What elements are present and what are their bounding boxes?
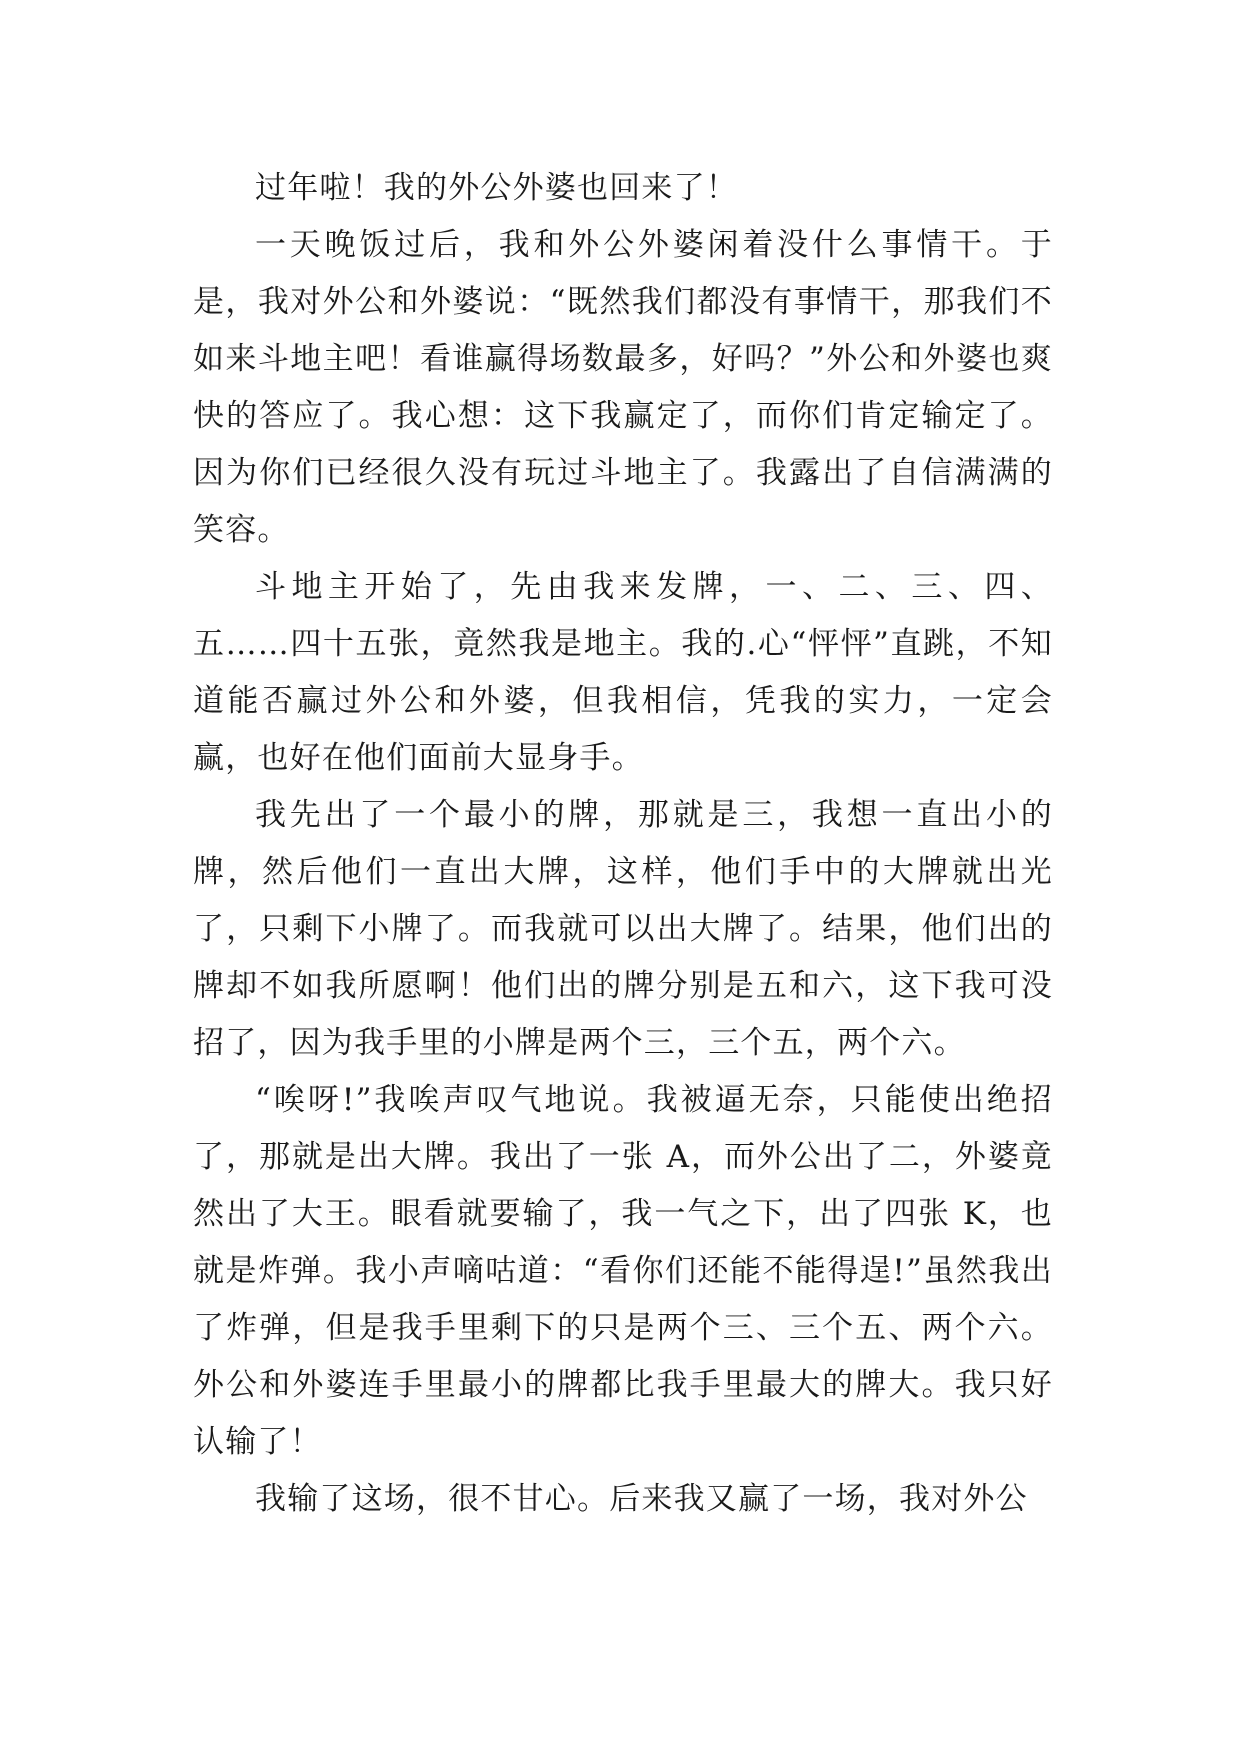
paragraph-3: 斗地主开始了，先由我来发牌，一、二、三、四、五……四十五张，竟然我是地主。我的.心“怦怦”直跳，不知道能否赢过外公和外婆，但我相信，凭我的实力，一定会赢，也好在他们面前大显身手。 <box>193 569 1053 776</box>
paragraph-2: 一天晚饭过后，我和外公外婆闲着没什么事情干。于是，我对外公和外婆说：“既然我们都没有事情干，那我们不如来斗地主吧！看谁赢得场数最多，好吗？”外公和外婆也爽快的答应了。我心想：这下我赢定了，而你们肯定输定了。因为你们已经很久没有玩过斗地主了。我露出了自信满满的笑容。 <box>193 227 1053 548</box>
paragraph-5: “唉呀!”我唉声叹气地说。我被逼无奈，只能使出绝招了，那就是出大牌。我出了一张 A，而外公出了二，外婆竟然出了大王。眼看就要输了，我一气之下，出了四张 K，也就是炸弹。我小声嘀咕道：“看你们还能不能得逞!”虽然我出了炸弹，但是我手里剩下的只是两个三、三个五、两个六。外公和外婆连手里最小的牌都比我手里最大的牌大。我只好认输了！ <box>193 1082 1053 1460</box>
paragraph-4: 我先出了一个最小的牌，那就是三，我想一直出小的牌，然后他们一直出大牌，这样，他们手中的大牌就出光了，只剩下小牌了。而我就可以出大牌了。结果，他们出的牌却不如我所愿啊！他们出的牌分别是五和六，这下我可没招了，因为我手里的小牌是两个三，三个五，两个六。 <box>193 797 1053 1061</box>
paragraph-6: 我输了这场，很不甘心。后来我又赢了一场，我对外公 <box>255 1481 1028 1517</box>
paragraph-1: 过年啦！我的外公外婆也回来了！ <box>255 170 738 206</box>
document-body <box>193 160 1053 1528</box>
